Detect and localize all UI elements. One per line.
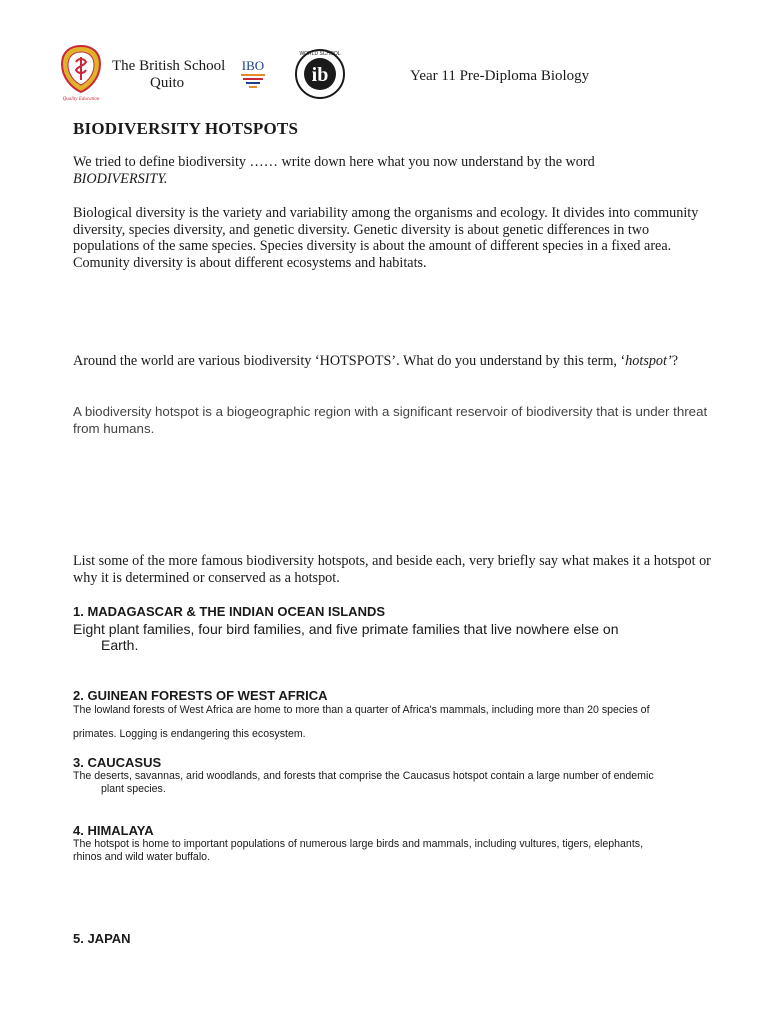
svg-text:Quality Education: Quality Education	[62, 97, 100, 102]
answer-hotspot: A biodiversity hotspot is a biogeographic region with a significant reservoir of biodiversity that is under threat from humans.	[73, 404, 708, 436]
hotspot-desc-himalaya: The hotspot is home to important populations of numerous large birds and mammals, including vultures, tigers, elephants, rhinos and wild water buffalo.	[73, 838, 644, 864]
hotspot-desc-madagascar: Eight plant families, four bird families, and five primate families that live nowhere else on Earth.	[73, 621, 619, 654]
question-biodiversity-text: We tried to define biodiversity …… write down here what you now understand by the word	[73, 154, 595, 170]
hotspot-desc-caucasus: The deserts, savannas, arid woodlands, and forests that comprise the Caucasus hotspot contain a large number of endemic plant species.	[73, 770, 654, 796]
document-title: BIODIVERSITY HOTSPOTS	[73, 119, 299, 138]
question-hotspot-term: hotspot’	[625, 353, 672, 369]
hotspot-heading-madagascar: 1. MADAGASCAR & THE INDIAN OCEAN ISLANDS	[73, 604, 386, 619]
school-name	[112, 58, 225, 92]
ibo-logo	[238, 56, 268, 90]
svg-text:WORLD SCHOOL: WORLD SCHOOL	[299, 51, 341, 57]
question-hotspot-text: Around the world are various biodiversity ‘HOTSPOTS’. What do you understand by this term, ‘	[73, 353, 626, 369]
ib-world-school-seal	[292, 44, 352, 100]
hotspot-heading-caucasus: 3. CAUCASUS	[73, 755, 162, 770]
hotspot-heading-guinean-forests: 2. GUINEAN FORESTS OF WEST AFRICA	[73, 688, 328, 703]
school-crest-logo	[58, 44, 104, 102]
question-list-hotspots: List some of the more famous biodiversity hotspots, and beside each, very briefly say what makes it a hotspot or why it is determined or conserved as a hotspot.	[73, 553, 711, 586]
hotspot-heading-himalaya: 4. HIMALAYA	[73, 823, 154, 838]
hotspot-desc-guinean-forests-line2: primates. Logging is endangering this ecosystem.	[73, 728, 306, 740]
hotspot-heading-japan: 5. JAPAN	[73, 931, 131, 946]
question-biodiversity-term: BIODIVERSITY.	[73, 170, 168, 187]
question-biodiversity	[73, 154, 713, 187]
school-name-line1: The British School	[112, 58, 226, 74]
question-hotspot-end: ?	[671, 353, 679, 369]
svg-text:IBO: IBO	[241, 58, 265, 73]
course-title: Year 11 Pre-Diploma Biology	[410, 68, 590, 84]
question-hotspot	[73, 353, 713, 370]
answer-biodiversity: Biological diversity is the variety and variability among the organisms and ecology. It divides into community diversity, species diversity, and genetic diversity. Genetic diversity is about genetic differences in two populations of the same species. Species diversity is about the amount of different species in a fixed area. Comunity diversity is about different ecosystems and habitats.	[73, 205, 699, 271]
svg-text:ib: ib	[311, 64, 329, 86]
hotspot-desc-guinean-forests-line1: The lowland forests of West Africa are home to more than a quarter of Africa's mammals, including more than 20 species of	[73, 704, 650, 716]
school-name-line2: Quito	[150, 75, 185, 91]
